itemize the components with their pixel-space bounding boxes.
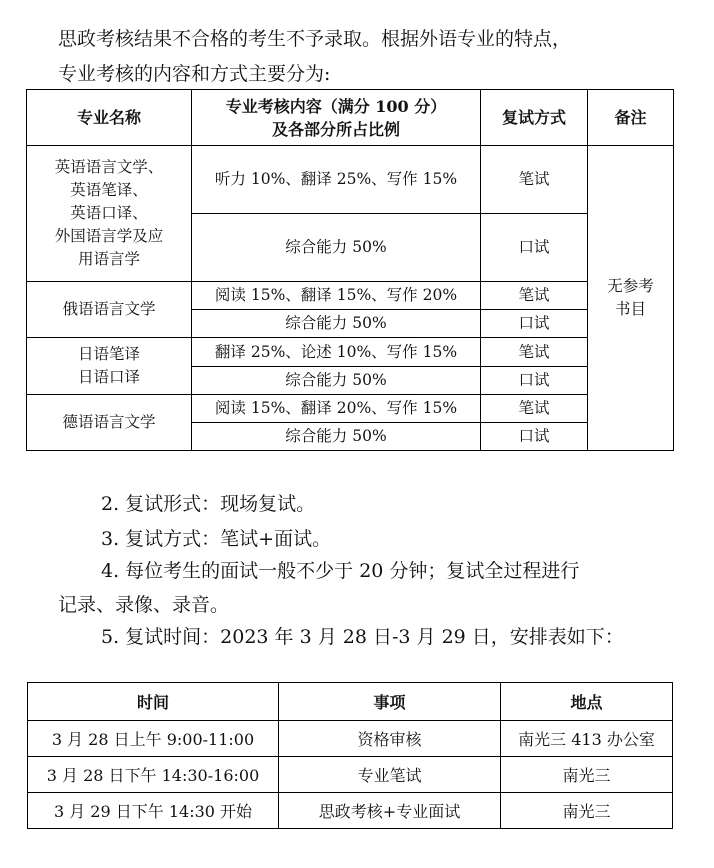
time-cell: 3 月 28 日上午 9:00-11:00	[28, 721, 279, 757]
major-line: 外国语言学及应	[54, 227, 164, 245]
item-cell: 资格审核	[279, 721, 501, 757]
note-line: 书目	[614, 300, 646, 318]
header-major: 专业名称	[27, 90, 192, 146]
table-row	[28, 721, 673, 757]
note-cell	[588, 146, 674, 451]
header-content-line-2: 及各部分所占比例	[271, 119, 400, 139]
table-row	[28, 793, 673, 829]
content-cell: 综合能力 50%	[192, 310, 481, 338]
content-cell: 综合能力 50%	[192, 214, 481, 282]
item-cell: 思政考核+专业面试	[279, 793, 501, 829]
exam-content-table	[26, 89, 674, 451]
header-method: 复试方式	[481, 90, 588, 146]
method-cell: 口试	[481, 214, 588, 282]
item-4-line-1: 4. 每位考生的面试一般不少于 20 分钟；复试全过程进行	[101, 560, 580, 582]
note-line: 无参考	[607, 277, 654, 295]
major-line: 用语言学	[77, 250, 140, 268]
major-line: 英语口译、	[70, 204, 148, 222]
schedule-table	[27, 682, 673, 829]
place-cell: 南光三 413 办公室	[501, 721, 673, 757]
method-cell: 口试	[481, 310, 588, 338]
header-note: 备注	[588, 90, 674, 146]
major-line: 日语笔译	[77, 345, 140, 363]
major-line: 英语语言文学、	[54, 158, 164, 176]
header-content	[192, 90, 481, 146]
item-2: 2. 复试形式：现场复试。	[101, 493, 316, 515]
item-4-line-2: 记录、录像、录音。	[58, 594, 230, 616]
method-cell: 笔试	[481, 282, 588, 310]
method-cell: 笔试	[481, 338, 588, 367]
method-cell: 口试	[481, 367, 588, 395]
major-japanese	[27, 338, 192, 395]
item-cell: 专业笔试	[279, 757, 501, 793]
header-item: 事项	[279, 683, 501, 721]
major-english	[27, 146, 192, 282]
time-cell: 3 月 29 日下午 14:30 开始	[28, 793, 279, 829]
header-place: 地点	[501, 683, 673, 721]
intro-line-1: 思政考核结果不合格的考生不予录取。根据外语专业的特点，	[58, 28, 572, 50]
header-content-line-1: 专业考核内容（满分 100 分）	[225, 96, 447, 116]
major-line: 日语口译	[77, 368, 140, 386]
method-cell: 笔试	[481, 395, 588, 423]
table-row	[28, 757, 673, 793]
content-cell: 综合能力 50%	[192, 367, 481, 395]
content-cell: 听力 10%、翻译 25%、写作 15%	[192, 146, 481, 214]
method-cell: 口试	[481, 423, 588, 451]
content-cell: 翻译 25%、论述 10%、写作 15%	[192, 338, 481, 367]
intro-line-2: 专业考核的内容和方式主要分为:	[58, 63, 331, 85]
item-3: 3. 复试方式：笔试+面试。	[101, 528, 332, 550]
content-cell: 阅读 15%、翻译 15%、写作 20%	[192, 282, 481, 310]
header-time: 时间	[28, 683, 279, 721]
method-cell: 笔试	[481, 146, 588, 214]
time-cell: 3 月 28 日下午 14:30-16:00	[28, 757, 279, 793]
place-cell: 南光三	[501, 757, 673, 793]
place-cell: 南光三	[501, 793, 673, 829]
content-cell: 阅读 15%、翻译 20%、写作 15%	[192, 395, 481, 423]
major-german: 德语语言文学	[27, 395, 192, 451]
major-russian: 俄语语言文学	[27, 282, 192, 338]
content-cell: 综合能力 50%	[192, 423, 481, 451]
major-line: 英语笔译、	[70, 181, 148, 199]
item-5: 5. 复试时间：2023 年 3 月 28 日-3 月 29 日，安排表如下：	[101, 626, 624, 648]
